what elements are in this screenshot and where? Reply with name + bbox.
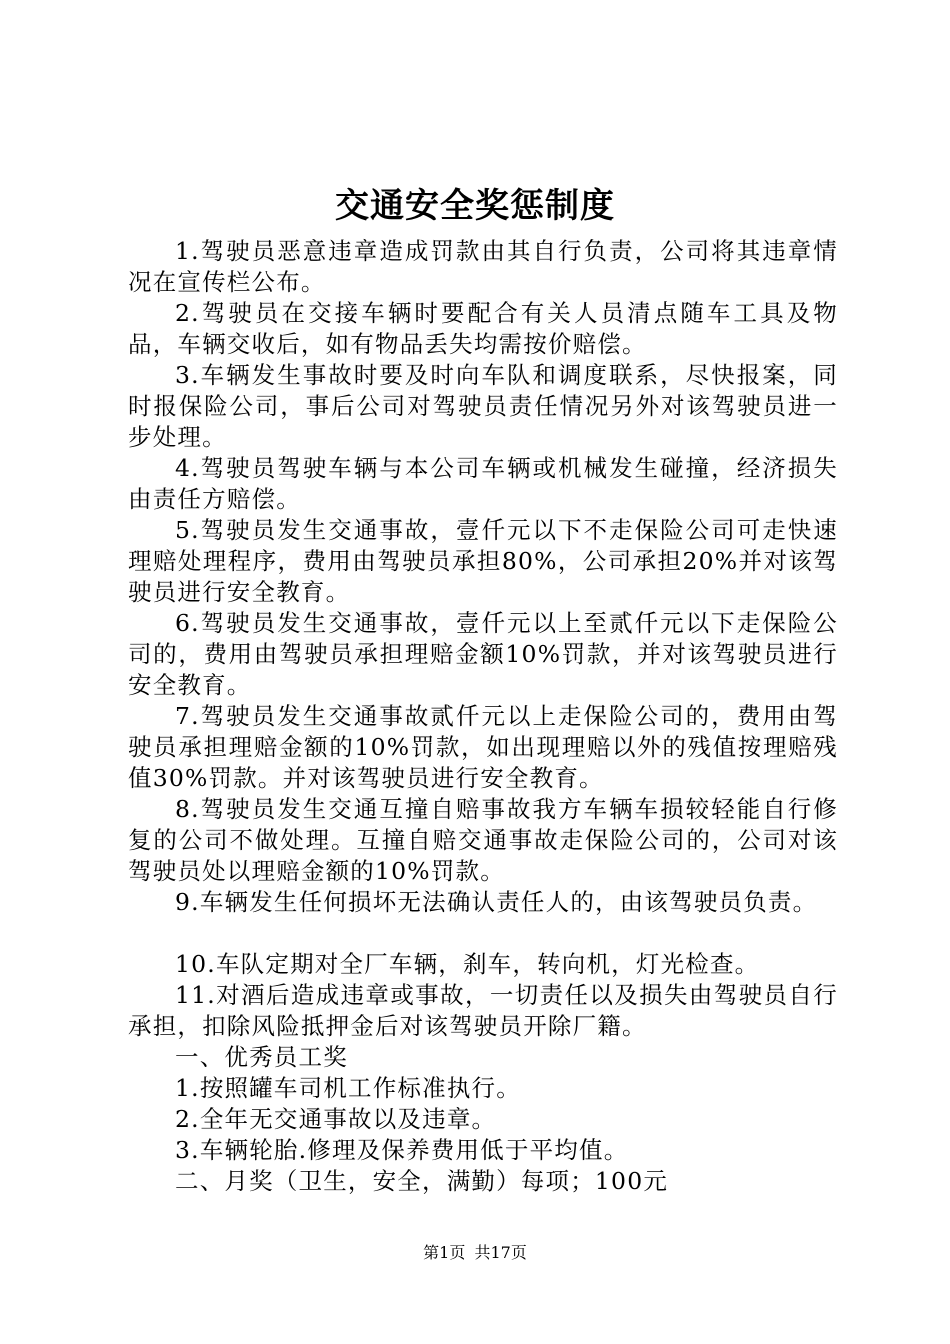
section-heading-excellent-employee: 一、优秀员工奖 bbox=[175, 1043, 348, 1071]
paragraph-9: 9.车辆发生任何损坏无法确认责任人的，由该驾驶员负责。 bbox=[175, 888, 818, 916]
paragraph-4: 4.驾驶员驾驶车辆与本公司车辆或机械发生碰撞，经济损失由责任方赔偿。 bbox=[128, 454, 838, 513]
paragraph-3: 3.车辆发生事故时要及时向车队和调度联系，尽快报案，同时报保险公司，事后公司对驾驶员责任情况另外对该驾驶员进一步处理。 bbox=[128, 361, 838, 451]
paragraph-1: 1.驾驶员恶意违章造成罚款由其自行负责，公司将其违章情况在宣传栏公布。 bbox=[128, 237, 838, 296]
paragraph-award-3: 3.车辆轮胎.修理及保养费用低于平均值。 bbox=[175, 1136, 629, 1164]
paragraph-6: 6.驾驶员发生交通事故，壹仟元以上至贰仟元以下走保险公司的，费用由驾驶员承担理赔金额10%罚款，并对该驾驶员进行安全教育。 bbox=[128, 609, 838, 699]
paragraph-award-1: 1.按照罐车司机工作标准执行。 bbox=[175, 1074, 521, 1102]
paragraph-5: 5.驾驶员发生交通事故，壹仟元以下不走保险公司可走快速理赔处理程序，费用由驾驶员承担80%，公司承担20%并对该驾驶员进行安全教育。 bbox=[128, 516, 838, 606]
paragraph-7: 7.驾驶员发生交通事故贰仟元以上走保险公司的，费用由驾驶员承担理赔金额的10%罚款，如出现理赔以外的残值按理赔残值30%罚款。并对该驾驶员进行安全教育。 bbox=[128, 702, 838, 792]
paragraph-10: 10.车队定期对全厂车辆，刹车，转向机，灯光检查。 bbox=[175, 950, 760, 978]
total-pages: 共17页 bbox=[474, 1243, 527, 1262]
document-title: 交通安全奖惩制度 bbox=[335, 186, 615, 226]
page-footer bbox=[0, 1242, 950, 1264]
paragraph-8: 8.驾驶员发生交通互撞自赔事故我方车辆车损较轻能自行修复的公司不做处理。互撞自赔交通事故走保险公司的，公司对该驾驶员处以理赔金额的10%罚款。 bbox=[128, 795, 838, 885]
document-body bbox=[128, 236, 838, 1197]
paragraph-11: 11.对酒后造成违章或事故，一切责任以及损失由驾驶员自行承担，扣除风险抵押金后对该驾驶员开除厂籍。 bbox=[128, 981, 838, 1040]
page-number: 第1页 bbox=[423, 1243, 466, 1262]
section-heading-monthly-award: 二、月奖（卫生，安全，满勤）每项；100元 bbox=[175, 1167, 669, 1195]
paragraph-2: 2.驾驶员在交接车辆时要配合有关人员清点随车工具及物品，车辆交收后，如有物品丢失均需按价赔偿。 bbox=[128, 299, 838, 358]
paragraph-award-2: 2.全年无交通事故以及违章。 bbox=[175, 1105, 497, 1133]
